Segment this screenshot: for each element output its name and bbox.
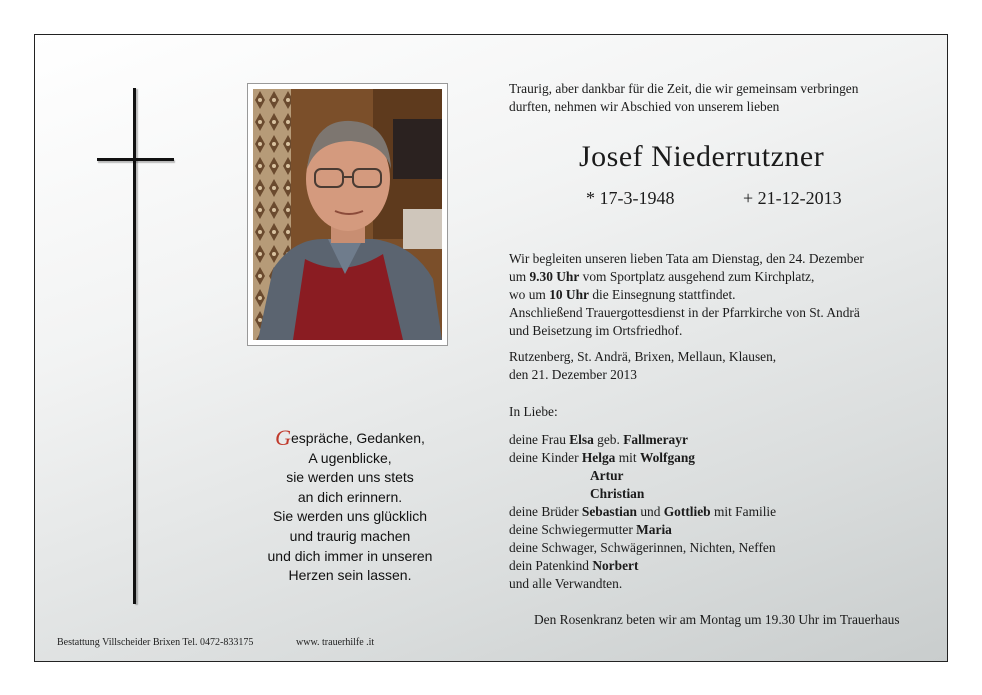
child-3: Christian (590, 486, 645, 501)
poem-line-3: sie werden uns stets (286, 469, 414, 486)
poem-initial: G (275, 425, 291, 450)
obituary-card (34, 34, 948, 662)
brother-1: Sebastian (581, 504, 637, 519)
ceremony-line-3 (509, 286, 864, 304)
date-line: den 21. Dezember 2013 (509, 367, 637, 382)
ceremony-line-4: Anschließend Trauergottesdienst in der Pfarrkirche von St. Andrä (509, 305, 860, 320)
birth-date: * 17-3-1948 (586, 188, 675, 208)
child-1: Helga (581, 450, 616, 465)
godchild-pre: dein Patenkind (509, 558, 593, 573)
mourner-godchild (509, 557, 776, 575)
godchild-name: Norbert (592, 558, 639, 573)
mourner-in-laws: deine Schwager, Schwägerinnen, Nichten, Neffen (509, 540, 776, 555)
wife-maiden-name: Fallmerayr (623, 432, 688, 447)
poem-line-6: und traurig machen (289, 527, 411, 544)
ceremony-line-3-post: die Einsegnung stattfindet. (589, 287, 736, 302)
undertaker-info: Bestattung Villscheider Brixen Tel. 0472-833175 (57, 637, 254, 648)
ceremony-line-1: Wir begleiten unseren lieben Tata am Dienstag, den 24. Dezember (509, 251, 864, 266)
mother-in-law-pre: deine Schwiegermutter (509, 522, 637, 537)
mass-time: 9.30 Uhr (529, 269, 580, 284)
poem-line-1 (245, 425, 455, 450)
mourner-brothers (509, 503, 776, 521)
cross-vertical-bar (133, 88, 136, 604)
mourners-heading: In Liebe: (509, 404, 558, 419)
portrait-frame (247, 83, 448, 346)
mourners-list (509, 431, 776, 593)
brothers-post: mit Familie (710, 504, 777, 519)
wife-mid: geb. (593, 432, 624, 447)
ceremony-line-2-post: vom Sportplatz ausgehend zum Kirchplatz, (579, 269, 815, 284)
mourner-wife (509, 431, 776, 449)
ceremony-text (509, 250, 864, 340)
poem-line-7: und dich immer in unseren (267, 547, 433, 564)
ceremony-line-3-pre: wo um (509, 287, 550, 302)
brothers-mid: und (636, 504, 664, 519)
poem-line-8: Herzen sein lassen. (288, 567, 412, 584)
brother-2: Gottlieb (663, 504, 711, 519)
intro-line-1: Traurig, aber dankbar für die Zeit, die wir gemeinsam verbringen (509, 81, 859, 96)
intro-line-2: durften, nehmen wir Abschied von unserem lieben (509, 99, 780, 114)
intro-text (509, 80, 858, 116)
website-link[interactable]: www. trauerhilfe .it (296, 637, 375, 648)
child-1-partner: Wolfgang (639, 450, 695, 465)
death-date: + 21-12-2013 (743, 188, 842, 208)
place-line: Rutzenberg, St. Andrä, Brixen, Mellaun, Klausen, (509, 349, 777, 364)
deceased-name: Josef Niederrutzner (579, 140, 825, 173)
wife-pre: deine Frau (509, 432, 570, 447)
poem-line-5: Sie werden uns glücklich (272, 508, 428, 525)
child-2: Artur (590, 468, 624, 483)
mourner-children (509, 449, 776, 467)
ceremony-line-2-pre: um (509, 269, 530, 284)
cross-horizontal-bar (97, 158, 174, 161)
mourner-mother-in-law (509, 521, 776, 539)
rosary-notice: Den Rosenkranz beten wir am Montag um 19.30 Uhr im Trauerhaus (534, 612, 900, 627)
mourner-relatives: und alle Verwandten. (509, 576, 623, 591)
blessing-time: 10 Uhr (549, 287, 589, 302)
ceremony-line-2 (509, 268, 864, 286)
poem-line-4: an dich erinnern. (297, 488, 403, 505)
poem-line-1-rest: espräche, Gedanken, (291, 430, 425, 446)
mother-in-law-name: Maria (636, 522, 672, 537)
children-mid: mit (615, 450, 640, 465)
place-date (509, 348, 776, 384)
memorial-poem (245, 425, 455, 586)
children-pre: deine Kinder (509, 450, 582, 465)
brothers-pre: deine Brüder (509, 504, 582, 519)
ceremony-line-5: und Beisetzung im Ortsfriedhof. (509, 323, 683, 338)
portrait-photo (253, 89, 442, 340)
poem-line-2: A ugenblicke, (308, 449, 392, 466)
portrait-image (253, 89, 442, 340)
wife-name: Elsa (569, 432, 594, 447)
